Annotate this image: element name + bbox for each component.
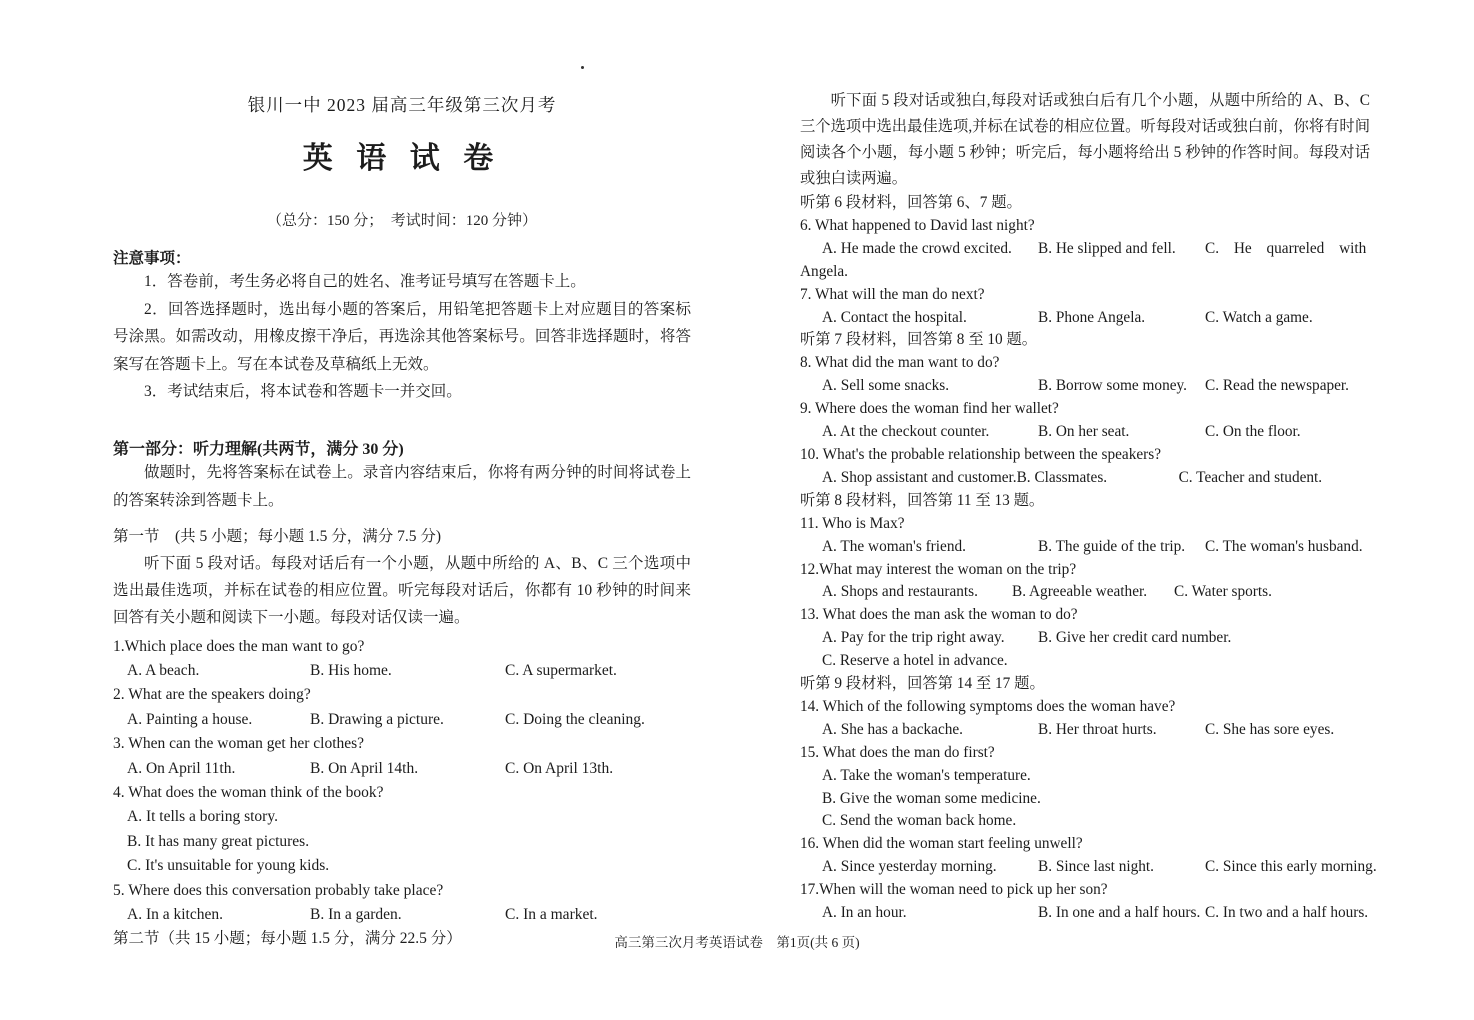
exam-school-line: 银川一中 2023 届高三年级第三次月考 xyxy=(247,95,557,115)
option-a: A. She has a backache. xyxy=(822,720,964,738)
question-17-text: 17.When will the woman need to pick up her son? xyxy=(800,881,1108,899)
option-b: B. Since last night. xyxy=(1038,858,1154,876)
option-c: C. Send the woman back home. xyxy=(822,812,1017,830)
option-a: A. Painting a house. xyxy=(127,710,253,728)
question-10-text: 10. What's the probable relationship between the speakers? xyxy=(800,445,1161,463)
option-a: A. On April 11th. xyxy=(127,759,236,777)
option-b: B. In one and a half hours. xyxy=(1038,904,1201,922)
right-column xyxy=(800,88,1377,925)
section1-intro: 听下面 5 段对话。每段对话后有一个小题，从题中所给的 A、B、C 三个选项中选出最佳选项，并标在试卷的相应位置。听完每段对话后，你都有 10 秒钟的时间来回答有关小题和阅读下一小题。每段对话仅读一遍。 xyxy=(113,554,691,626)
option-a: A. Pay for the trip right away. xyxy=(822,629,1005,647)
question-13-options xyxy=(800,627,1370,650)
question-1-options xyxy=(113,659,691,683)
part1-heading: 第一部分：听力理解(共两节，满分 30 分) xyxy=(113,440,404,458)
question-14-options xyxy=(800,719,1370,742)
option-a: A. A beach. xyxy=(127,661,200,679)
option-a: A. Sell some snacks. xyxy=(822,377,950,395)
option-a: A. At the checkout counter. xyxy=(822,423,990,441)
question-10-options xyxy=(800,467,1370,490)
question-1-text: 1.Which place does the man want to go? xyxy=(113,637,365,655)
question-9-text: 9. Where does the woman find her wallet? xyxy=(800,400,1059,418)
question-11-text: 11. Who is Max? xyxy=(800,514,905,532)
option-c: C. A supermarket. xyxy=(505,661,617,679)
option-b: B. On her seat. xyxy=(1038,423,1130,441)
option-b: B. Classmates. xyxy=(1016,468,1108,486)
exam-meta: （总分：150 分； 考试时间：120 分钟） xyxy=(266,213,537,229)
question-7-options xyxy=(800,307,1370,330)
section1-heading: 第一节 (共 5 小题；每小题 1.5 分，满分 7.5 分) xyxy=(113,527,442,545)
option-a: A. Contact the hospital. xyxy=(822,308,967,326)
section2-heading: 第二节（共 15 小题；每小题 1.5 分，满分 22.5 分） xyxy=(113,930,462,948)
option-b: B. Phone Angela. xyxy=(1038,308,1146,326)
option-b: B. It has many great pictures. xyxy=(127,832,310,850)
notice-item-2: 2．回答选择题时，选出每小题的答案后，用铅笔把答题卡上对应题目的答案标号涂黑。如需改动，用橡皮擦干净后，再选涂其他答案标号。回答非选择题时，将答案写在答题卡上。写在本试卷及草稿纸上无效。 xyxy=(113,300,691,373)
question-8-options xyxy=(800,375,1370,398)
question-list-left xyxy=(113,635,691,952)
question-17-options xyxy=(800,902,1370,925)
option-b: B. Give the woman some medicine. xyxy=(822,789,1041,807)
option-a: A. It tells a boring story. xyxy=(127,808,278,826)
question-3-text: 3. When can the woman get her clothes? xyxy=(113,735,365,753)
option-c: C. The woman's husband. xyxy=(1205,537,1363,555)
question-13-text: 13. What does the man ask the woman to do? xyxy=(800,606,1078,624)
option-a: A. Take the woman's temperature. xyxy=(822,766,1031,784)
option-c: C. On April 13th. xyxy=(505,759,614,777)
option-c: C. It's unsuitable for young kids. xyxy=(127,857,330,875)
option-c: C. In two and a half hours. xyxy=(1205,904,1369,922)
page-footer: 高三第三次月考英语试卷 第1页(共 6 页) xyxy=(614,935,860,950)
option-c: C. Doing the cleaning. xyxy=(505,710,645,728)
question-11-options xyxy=(800,536,1370,559)
question-8-text: 8. What did the man want to do? xyxy=(800,354,1000,372)
question-9-options xyxy=(800,421,1370,444)
option-a: A. Since yesterday morning. xyxy=(822,858,997,876)
option-b: B. His home. xyxy=(310,661,392,679)
option-b: B. Her throat hurts. xyxy=(1038,720,1157,738)
option-a: A. He made the crowd excited. xyxy=(822,239,1012,257)
option-b: B. He slipped and fell. xyxy=(1038,239,1176,257)
question-15-text: 15. What does the man do first? xyxy=(800,743,995,761)
notice-item-1: 1．答卷前，考生务必将自己的姓名、准考证号填写在答题卡上。 xyxy=(144,273,586,290)
question-16-options xyxy=(800,856,1377,879)
option-b: B. The guide of the trip. xyxy=(1038,537,1186,555)
question-14-text: 14. Which of the following symptoms does the woman have? xyxy=(800,697,1176,715)
option-b: B. In a garden. xyxy=(310,905,402,923)
option-c-continuation: Angela. xyxy=(800,262,848,280)
option-b: B. Agreeable weather. xyxy=(1012,583,1148,601)
question-7-text: 7. What will the man do next? xyxy=(800,285,985,303)
option-b: B. Borrow some money. xyxy=(1038,377,1187,395)
question-3-options xyxy=(113,757,691,781)
option-a: A. Shops and restaurants. xyxy=(822,583,978,601)
material-7-line: 听第 7 段材料，回答第 8 至 10 题。 xyxy=(800,331,1038,349)
option-a: A. Shop assistant and customer. xyxy=(822,468,1017,486)
material-9-line: 听第 9 段材料，回答第 14 至 17 题。 xyxy=(800,675,1045,693)
option-b: B. On April 14th. xyxy=(310,759,419,777)
notice-heading: 注意事项： xyxy=(113,250,191,267)
notice-item-3: 3．考试结束后，将本试卷和答题卡一并交回。 xyxy=(144,383,462,400)
option-a: A. The woman's friend. xyxy=(822,537,966,555)
question-2-text: 2. What are the speakers doing? xyxy=(113,686,311,704)
section2-intro: 听下面 5 段对话或独白,每段对话或独白后有几个小题，从题中所给的 A、B、C 三个选项中选出最佳选项,并标在试卷的相应位置。听每段对话或独白前，你将有时间阅读各个小题，每小题 5 秒钟；听完后，每小题将给出 5 秒钟的作答时间。每段对话或独白读两遍。 xyxy=(800,92,1370,187)
stray-dot xyxy=(581,66,584,69)
question-2-options xyxy=(113,708,691,732)
left-column xyxy=(113,92,691,952)
option-c: C. On the floor. xyxy=(1205,423,1301,441)
part1-intro: 做题时，先将答案标在试卷上。录音内容结束后，你将有两分钟的时间将试卷上的答案转涂到答题卡上。 xyxy=(113,463,691,509)
option-c: C. Reserve a hotel in advance. xyxy=(822,652,1008,670)
question-5-options xyxy=(113,903,691,927)
question-12-text: 12.What may interest the woman on the trip? xyxy=(800,560,1077,578)
option-c: C. Read the newspaper. xyxy=(1205,377,1350,395)
question-5-text: 5. Where does this conversation probably take place? xyxy=(113,881,444,899)
option-a: A. In an hour. xyxy=(822,904,907,922)
option-c: C. In a market. xyxy=(505,905,598,923)
option-c: C. Watch a game. xyxy=(1205,308,1313,326)
material-6-line: 听第 6 段材料，回答第 6、7 题。 xyxy=(800,194,1022,211)
option-c: C. He quarreled with xyxy=(1205,239,1367,257)
material-8-line: 听第 8 段材料，回答第 11 至 13 题。 xyxy=(800,491,1045,509)
option-c: C. Since this early morning. xyxy=(1205,858,1377,876)
question-4-text: 4. What does the woman think of the book? xyxy=(113,783,384,801)
option-a: A. In a kitchen. xyxy=(127,905,223,923)
option-c: C. She has sore eyes. xyxy=(1205,720,1335,738)
option-b: B. Drawing a picture. xyxy=(310,710,444,728)
question-12-options xyxy=(800,581,1370,604)
option-b: B. Give her credit card number. xyxy=(1038,629,1232,647)
question-6-text: 6. What happened to David last night? xyxy=(800,216,1035,234)
option-c: C. Water sports. xyxy=(1174,583,1272,601)
question-16-text: 16. When did the woman start feeling unwell? xyxy=(800,835,1083,853)
exam-title: 英 语 试 卷 xyxy=(302,142,502,175)
option-c: C. Teacher and student. xyxy=(1178,468,1323,486)
question-6-options xyxy=(800,238,1370,261)
